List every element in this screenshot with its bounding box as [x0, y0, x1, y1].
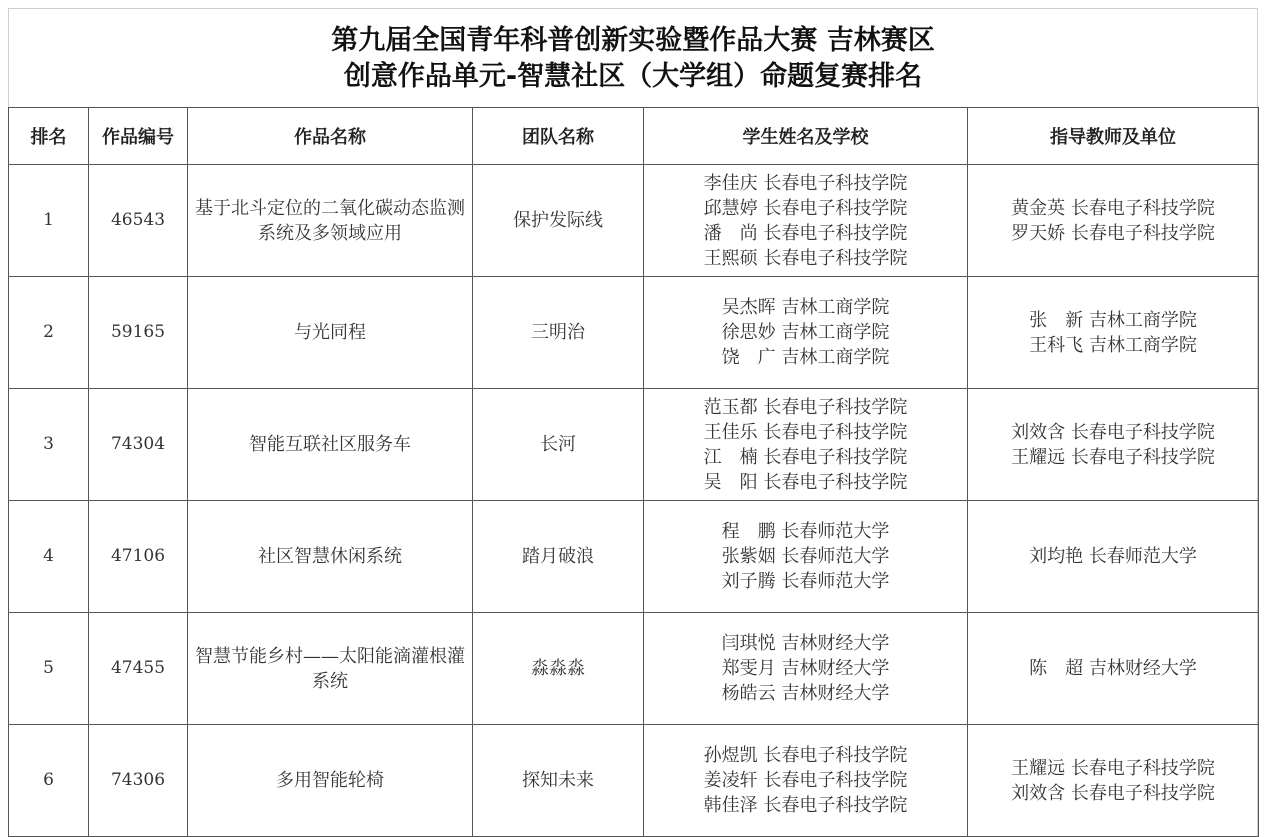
student-entry: 江 楠 长春电子科技学院	[703, 446, 908, 468]
student-entry: 郑雯月 吉林财经大学	[721, 658, 890, 679]
teachers-cell	[968, 277, 1259, 389]
header-code: 作品编号	[89, 108, 188, 165]
code-cell: 74304	[89, 389, 188, 501]
students-cell	[644, 613, 968, 725]
rank-cell: 1	[9, 165, 89, 277]
teacher-entry: 刘效含 长春电子科技学院	[1011, 421, 1215, 443]
teachers-cell	[968, 501, 1259, 613]
student-entry: 孙煜凯 长春电子科技学院	[703, 745, 908, 766]
team-name-cell: 保护发际线	[473, 165, 644, 277]
student-entry: 程 鹏 长春师范大学	[721, 521, 890, 542]
students-cell	[644, 501, 968, 613]
work-name-cell: 社区智慧休闲系统	[188, 501, 473, 613]
teacher-entry: 陈 超 吉林财经大学	[1029, 658, 1197, 679]
rank-cell: 2	[9, 277, 89, 389]
teacher-entry: 张 新 吉林工商学院	[1029, 309, 1197, 331]
code-cell: 59165	[89, 277, 188, 389]
ranking-table	[8, 107, 1259, 837]
table-row	[9, 389, 1259, 501]
teacher-entry: 黄金英 长春电子科技学院	[1011, 197, 1215, 219]
students-cell	[644, 277, 968, 389]
header-work-name: 作品名称	[188, 108, 473, 165]
document-title	[9, 9, 1257, 107]
student-entry: 徐思妙 吉林工商学院	[721, 322, 890, 343]
table-row	[9, 277, 1259, 389]
rank-cell: 4	[9, 501, 89, 613]
title-line-2: 创意作品单元-智慧社区（大学组）命题复赛排名	[343, 61, 923, 92]
student-entry: 杨皓云 吉林财经大学	[721, 683, 890, 704]
work-name-cell: 基于北斗定位的二氧化碳动态监测系统及多领域应用	[188, 165, 473, 277]
team-name-cell: 长河	[473, 389, 644, 501]
header-students: 学生姓名及学校	[644, 108, 968, 165]
student-entry: 吴 阳 长春电子科技学院	[703, 471, 908, 493]
code-cell: 47455	[89, 613, 188, 725]
teachers-cell	[968, 725, 1259, 837]
student-entry: 韩佳泽 长春电子科技学院	[703, 795, 908, 816]
student-entry: 吴杰晖 吉林工商学院	[721, 297, 890, 318]
header-rank: 排名	[9, 108, 89, 165]
teacher-entry: 刘效含 长春电子科技学院	[1011, 782, 1215, 804]
student-entry: 张紫姻 长春师范大学	[721, 546, 890, 567]
team-name-cell: 淼淼淼	[473, 613, 644, 725]
teacher-entry: 王耀远 长春电子科技学院	[1011, 757, 1215, 779]
table-row	[9, 613, 1259, 725]
work-name-cell: 与光同程	[188, 277, 473, 389]
table-row	[9, 501, 1259, 613]
teacher-entry: 罗天娇 长春电子科技学院	[1011, 222, 1215, 244]
work-name-cell: 智慧节能乡村——太阳能滴灌根灌系统	[188, 613, 473, 725]
work-name-cell: 智能互联社区服务车	[188, 389, 473, 501]
table-row	[9, 165, 1259, 277]
student-entry: 范玉都 长春电子科技学院	[703, 396, 908, 418]
work-name-cell: 多用智能轮椅	[188, 725, 473, 837]
table-row	[9, 725, 1259, 837]
rank-cell: 5	[9, 613, 89, 725]
rank-cell: 6	[9, 725, 89, 837]
student-entry: 潘 尚 长春电子科技学院	[703, 222, 908, 244]
header-team-name: 团队名称	[473, 108, 644, 165]
code-cell: 46543	[89, 165, 188, 277]
header-teachers: 指导教师及单位	[968, 108, 1259, 165]
team-name-cell: 三明治	[473, 277, 644, 389]
student-entry: 李佳庆 长春电子科技学院	[703, 172, 908, 194]
teacher-entry: 刘均艳 长春师范大学	[1029, 546, 1197, 567]
students-cell	[644, 165, 968, 277]
table-header-row	[9, 108, 1259, 165]
student-entry: 闫琪悦 吉林财经大学	[721, 633, 890, 654]
title-line-1: 第九届全国青年科普创新实验暨作品大赛 吉林赛区	[331, 25, 935, 56]
student-entry: 王熙硕 长春电子科技学院	[703, 247, 908, 269]
student-entry: 刘子腾 长春师范大学	[721, 571, 890, 592]
teacher-entry: 王科飞 吉林工商学院	[1029, 334, 1197, 356]
students-cell	[644, 389, 968, 501]
teachers-cell	[968, 613, 1259, 725]
student-entry: 邱慧婷 长春电子科技学院	[703, 197, 908, 219]
teacher-entry: 王耀远 长春电子科技学院	[1011, 446, 1215, 468]
teachers-cell	[968, 389, 1259, 501]
ranking-sheet	[8, 8, 1258, 837]
student-entry: 饶 广 吉林工商学院	[721, 347, 890, 368]
student-entry: 姜凌轩 长春电子科技学院	[703, 770, 908, 791]
code-cell: 47106	[89, 501, 188, 613]
team-name-cell: 探知未来	[473, 725, 644, 837]
team-name-cell: 踏月破浪	[473, 501, 644, 613]
students-cell	[644, 725, 968, 837]
teachers-cell	[968, 165, 1259, 277]
rank-cell: 3	[9, 389, 89, 501]
student-entry: 王佳乐 长春电子科技学院	[703, 421, 908, 443]
code-cell: 74306	[89, 725, 188, 837]
